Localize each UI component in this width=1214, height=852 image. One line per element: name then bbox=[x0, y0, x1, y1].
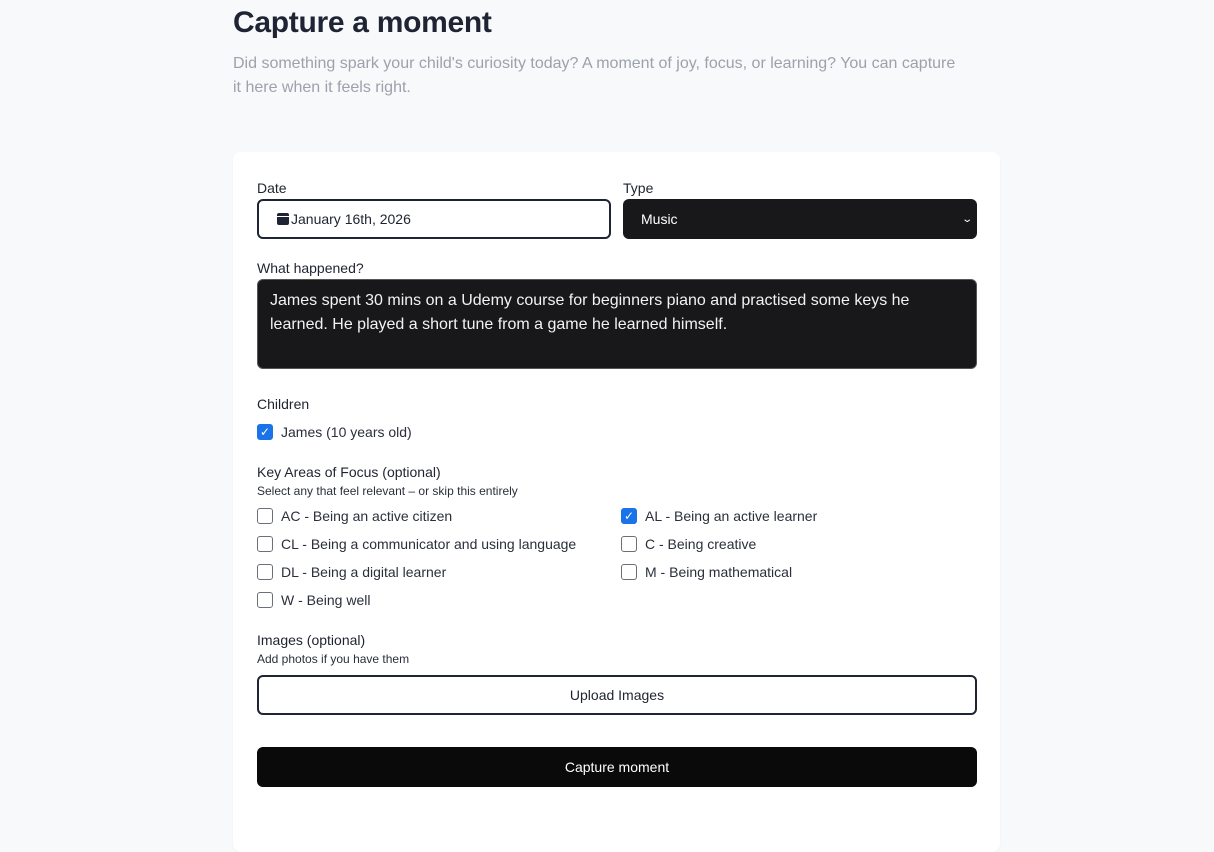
what-happened-label: What happened? bbox=[257, 260, 364, 276]
type-label: Type bbox=[623, 180, 654, 196]
focus-option-label: DL - Being a digital learner bbox=[281, 564, 447, 580]
focus-hint: Select any that feel relevant – or skip this entirely bbox=[257, 484, 518, 498]
checkbox-icon[interactable] bbox=[257, 592, 273, 608]
date-value: January 16th, 2026 bbox=[291, 211, 411, 227]
checkbox-icon[interactable] bbox=[621, 564, 637, 580]
child-checkbox-james[interactable] bbox=[257, 424, 412, 440]
type-select[interactable] bbox=[623, 199, 977, 239]
focus-checkbox-w[interactable] bbox=[257, 592, 370, 608]
checkbox-checked-icon[interactable]: ✓ bbox=[621, 508, 637, 524]
focus-option-label: C - Being creative bbox=[645, 536, 757, 552]
focus-option-label: CL - Being a communicator and using language bbox=[281, 536, 577, 552]
page-subtitle: Did something spark your child's curiosity today? A moment of joy, focus, or learning? You can capture it here when it feels right. bbox=[233, 55, 956, 96]
focus-checkbox-al[interactable] bbox=[621, 508, 817, 524]
chevron-down-icon: ⌄ bbox=[960, 213, 973, 225]
images-hint: Add photos if you have them bbox=[257, 652, 410, 666]
focus-checkbox-cl[interactable] bbox=[257, 536, 576, 552]
focus-checkbox-c[interactable] bbox=[621, 536, 756, 552]
focus-option-label: M - Being mathematical bbox=[645, 564, 793, 580]
focus-checkbox-m[interactable] bbox=[621, 564, 792, 580]
capture-form bbox=[233, 152, 1000, 852]
focus-option-label: AC - Being an active citizen bbox=[281, 508, 453, 524]
checkbox-icon[interactable] bbox=[257, 508, 273, 524]
date-picker[interactable] bbox=[257, 199, 611, 239]
type-value: Music bbox=[641, 211, 678, 227]
page-title: Capture a moment bbox=[233, 6, 492, 39]
date-label: Date bbox=[257, 180, 287, 196]
focus-checkbox-ac[interactable] bbox=[257, 508, 452, 524]
checkbox-icon[interactable] bbox=[621, 536, 637, 552]
upload-images-button[interactable]: Upload Images bbox=[257, 675, 977, 715]
focus-option-label: AL - Being an active learner bbox=[645, 508, 818, 524]
focus-label: Key Areas of Focus (optional) bbox=[257, 464, 441, 480]
child-label: James (10 years old) bbox=[281, 424, 412, 440]
images-label: Images (optional) bbox=[257, 632, 366, 648]
checkbox-icon[interactable] bbox=[257, 536, 273, 552]
capture-moment-button[interactable]: Capture moment bbox=[257, 747, 977, 787]
focus-option-label: W - Being well bbox=[281, 592, 371, 608]
children-label: Children bbox=[257, 396, 310, 412]
checkbox-icon[interactable] bbox=[257, 564, 273, 580]
calendar-icon bbox=[277, 213, 289, 225]
what-happened-textarea[interactable]: James spent 30 mins on a Udemy course for beginners piano and practised some keys he learned. He played a short tune from a game he learned himself. bbox=[257, 279, 977, 369]
focus-checkbox-dl[interactable] bbox=[257, 564, 446, 580]
checkbox-checked-icon[interactable]: ✓ bbox=[257, 424, 273, 440]
